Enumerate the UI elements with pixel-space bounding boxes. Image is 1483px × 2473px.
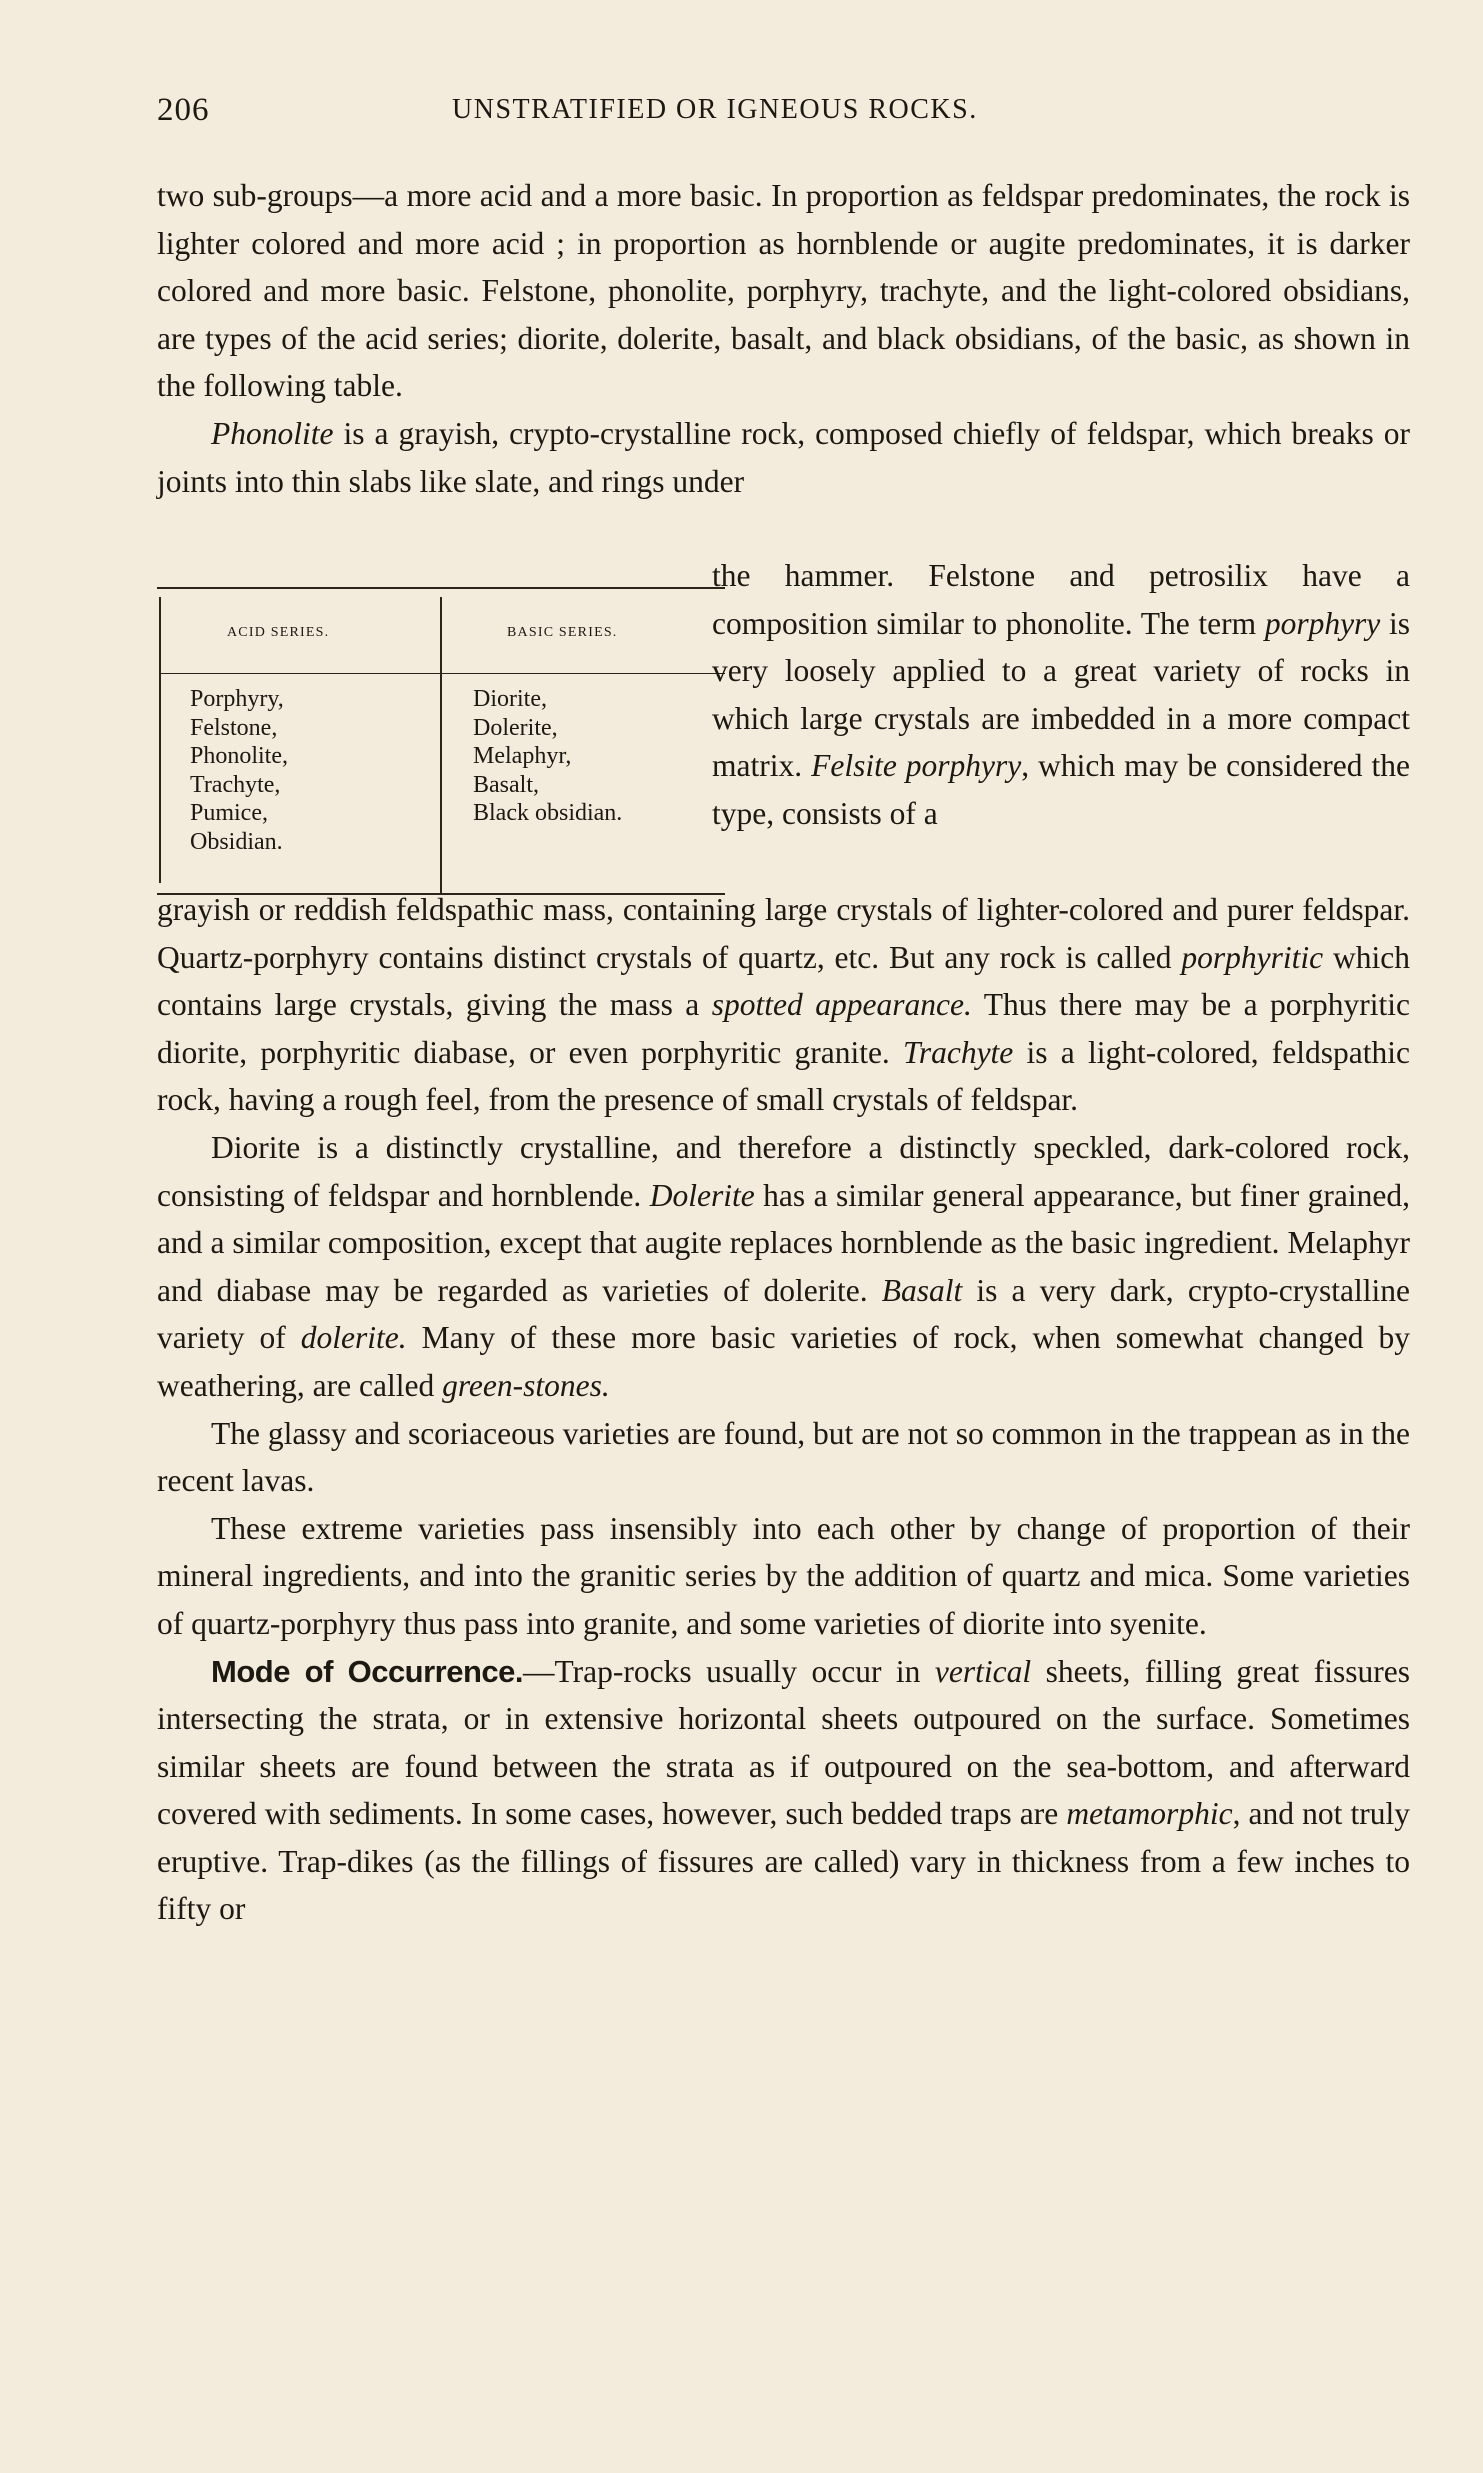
paragraph-2-text-a: is a grayish, crypto-crystalline rock, composed chiefly of feldspar, which breaks or joints into thin slabs like slate, and rings under — [157, 415, 1410, 499]
term-dolerite: Dolerite — [649, 1177, 755, 1213]
term-metamorphic: metamorphic — [1066, 1796, 1233, 1832]
basic-item: Melaphyr, — [473, 743, 572, 769]
term-felsite-porphyry: Felsite porphyry — [811, 748, 1022, 784]
text-block-top — [157, 172, 1410, 505]
paragraph-5: These extreme varieties pass insensibly into each other by change of proportion of their mineral ingredients, and into the granitic series by the addition of quartz and mica. Some varieties of quartz-porphyry thus pass into granite, and some varieties of diorite into syenite. — [157, 1510, 1410, 1641]
table-column-rule — [440, 597, 442, 893]
running-head: UNSTRATIFIED OR IGNEOUS ROCKS. — [452, 94, 978, 125]
table-left-rule — [159, 597, 161, 883]
paragraph-2-text-b: grayish or reddish feldspathic mass, containing large crystals of lighter-colored and purer feldspar. Quartz-porphyry contains distinct crystals of quartz, etc. But any rock is called — [157, 892, 1410, 975]
paragraph-2-start — [157, 410, 1410, 505]
paragraph-2-text-c: which contains large crystals, giving the mass a — [157, 939, 1410, 1023]
term-dolerite-lc: dolerite. — [300, 1320, 407, 1356]
term-basalt: Basalt — [881, 1272, 963, 1308]
paragraph-6-text-b: sheets, filling great fissures intersecting the strata, or in extensive horizontal sheets outpoured on the surface. Sometimes similar sheets are found between the strata as if outpoured on the sea-bottom, and afterward covered with sediments. In some cases, however, such bedded traps are — [157, 1653, 1410, 1832]
acid-series-list — [190, 685, 288, 856]
paragraph-3-text-a: Diorite is a distinctly crystalline, and therefore a distinctly speckled, dark-colored rock, consisting of feldspar and hornblende. — [157, 1129, 1410, 1213]
acid-item: Obsidian. — [190, 828, 283, 855]
basic-item: Basalt, — [473, 771, 539, 798]
paragraph-2-continued — [157, 886, 1410, 1124]
basic-series-list — [473, 685, 622, 828]
paragraph-6-text-c: , and not truly eruptive. Trap-dikes (as the fillings of fissures are called) vary in thickness from a few inches to fifty or — [157, 1796, 1411, 1927]
paragraph-4: The glassy and scoriaceous varieties are found, but are not so common in the trappean as in the recent lavas. — [157, 1415, 1410, 1499]
acid-item: Phonolite, — [190, 743, 289, 769]
term-trachyte: Trachyte — [903, 1034, 1014, 1070]
acid-item: Porphyry, — [190, 686, 284, 712]
table-top-rule — [157, 587, 725, 589]
paragraph-2-wrap — [712, 552, 1410, 838]
basic-item: Diorite, — [473, 686, 547, 712]
term-porphyritic: porphyritic — [1181, 939, 1324, 975]
basic-series-header: BASIC SERIES. — [507, 625, 618, 640]
paragraph-1: two sub-groups—a more acid and a more basic. In proportion as feldspar predominates, the rock is lighter colored and more acid ; in proportion as hornblende or augite predominates, it is darker colored and more basic. Felstone, phonolite, porphyry, trachyte, and the light-colored obsidians, are types of the acid series; diorite, dolerite, basalt, and black obsidians, of the basic, as shown in the following table. — [157, 178, 1410, 404]
rock-series-table — [157, 587, 725, 897]
table-header-rule — [159, 673, 725, 674]
paragraph-3-text-c: is a very dark, crypto-crystalline variety of — [157, 1272, 1410, 1356]
basic-item: Black obsidian. — [473, 800, 623, 826]
paragraph-2-wrap-c: , which may be considered the type, consists of a — [712, 748, 1410, 831]
term-phonolite: Phonolite — [211, 415, 334, 451]
paragraph-6-text-a: —Trap-rocks usually occur in — [523, 1653, 935, 1689]
term-green-stones: green-stones. — [442, 1367, 610, 1403]
text-block-bottom — [157, 886, 1410, 1933]
paragraph-6 — [157, 1648, 1410, 1934]
paragraph-2-text-d: Thus there may be a porphyritic diorite, porphyritic diabase, or even porphyritic granite. — [157, 987, 1411, 1070]
term-vertical: vertical — [934, 1653, 1032, 1689]
paragraph-3-text-d: Many of these more basic varieties of rock, when somewhat changed by weathering, are called — [157, 1320, 1410, 1403]
page-header — [0, 92, 1483, 136]
acid-item: Felstone, — [190, 714, 278, 741]
acid-series-header: ACID SERIES. — [227, 625, 330, 640]
text-block-wrap — [712, 552, 1410, 838]
paragraph-2-wrap-b: is very loosely applied to a great variety of rocks in which large crystals are imbedded in a more compact matrix. — [712, 605, 1410, 784]
section-heading-mode-of-occurrence: Mode of Occurrence. — [211, 1653, 524, 1689]
paragraph-3 — [157, 1124, 1410, 1410]
term-spotted-appearance: spotted appearance. — [711, 987, 972, 1023]
paragraph-3-text-b: has a similar general appearance, but finer grained, and a similar composition, except that augite replaces hornblende as the basic ingredient. Melaphyr and diabase may be regarded as varieties of dolerite. — [157, 1177, 1410, 1308]
paragraph-2-text-e: is a light-colored, feldspathic rock, having a rough feel, from the presence of small crystals of feldspar. — [157, 1034, 1410, 1118]
basic-item: Dolerite, — [473, 714, 558, 741]
page-number: 206 — [157, 92, 210, 128]
paragraph-2-wrap-a: the hammer. Felstone and petrosilix have a composition similar to phonolite. The term — [712, 558, 1410, 641]
acid-item: Pumice, — [190, 800, 268, 826]
term-porphyry: porphyry — [1264, 605, 1381, 641]
acid-item: Trachyte, — [190, 771, 281, 798]
